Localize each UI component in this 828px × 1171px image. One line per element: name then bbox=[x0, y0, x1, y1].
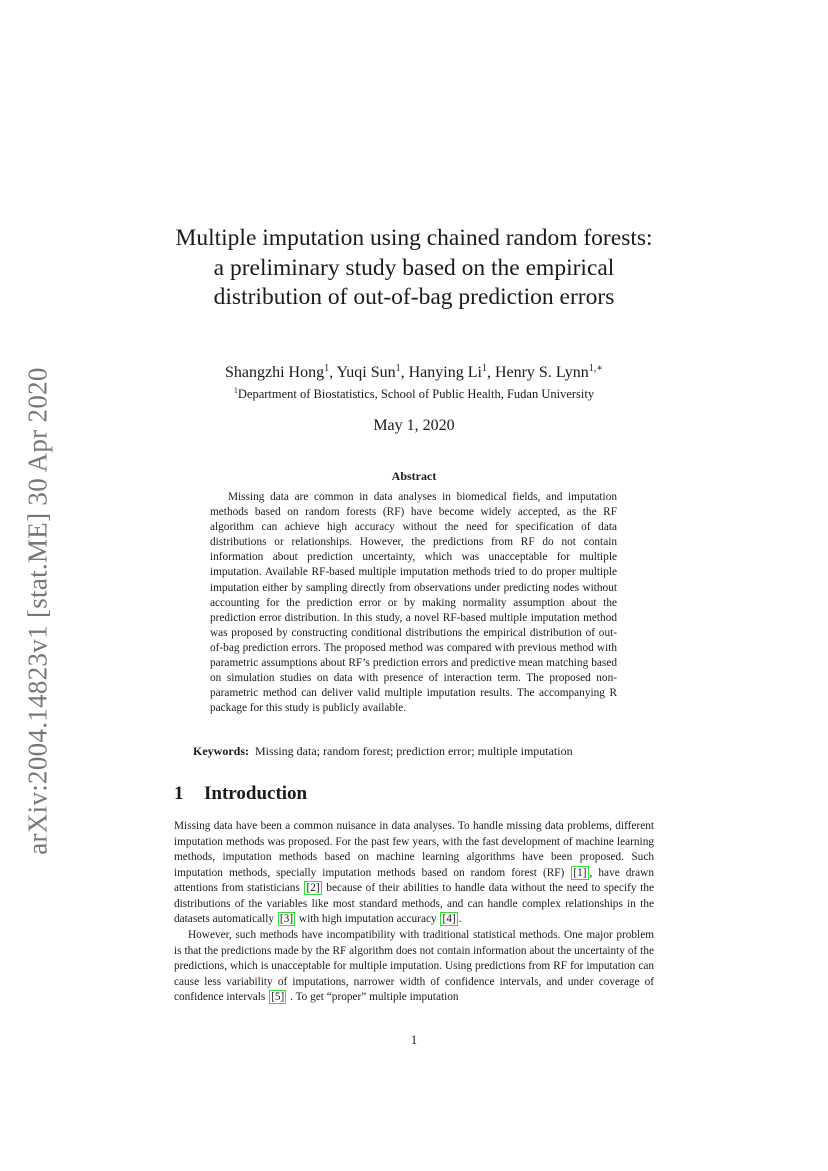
section-heading-introduction bbox=[174, 781, 654, 807]
paragraph-text: . To get “proper” multiple imputation bbox=[287, 991, 459, 1003]
affiliation-mark: 1 bbox=[233, 386, 238, 395]
paragraph-text: , have drawn attentions from statisticians bbox=[174, 866, 654, 894]
citation-link[interactable]: [2] bbox=[306, 882, 320, 894]
author-list: Shangzhi Hong$^1$, Yuqi Sun$^1$, Hanying Li$^1$, Henry S. Lynn$^{1,∗}$ bbox=[224, 363, 604, 381]
paragraph-text: However, such methods have incompatibility with traditional statistical methods. One major problem is that the predictions made by the RF algorithm does not contain information about the uncertainty of the predictions, which is unacceptable for multiple imputation. Using predictions from RF for imputation can cause less variability of imputations, narrower width of confidence intervals, and under coverage of confidence intervals bbox=[174, 929, 654, 1003]
keywords-line bbox=[193, 743, 633, 759]
citation-link[interactable]: [4] bbox=[442, 913, 456, 925]
citation-link[interactable]: [3] bbox=[279, 913, 294, 925]
section-number: 1 bbox=[174, 783, 184, 804]
author-name: Hanying Li bbox=[408, 364, 482, 381]
author-name: Shangzhi Hong bbox=[224, 364, 325, 381]
paragraph-text: . bbox=[458, 913, 462, 925]
paragraph-text: because of their abilities to handle data without the need to specify the distributions of the variables like most standard methods, and can handle complex relationships in the datasets automatically bbox=[174, 882, 654, 925]
author-affiliation-mark: 1,∗ bbox=[588, 363, 604, 374]
author-name: Yuqi Sun bbox=[336, 364, 396, 381]
intro-paragraph-1 bbox=[174, 819, 654, 928]
page-number: 1 bbox=[410, 1033, 418, 1047]
affiliation-text: Department of Biostatistics, School of Public Health, Fudan University bbox=[237, 387, 595, 401]
paragraph-text: Missing data have been a common nuisance in data analyses. To handle missing data problems, different imputation methods was proposed. For the past few years, with the fast development of machine learning methods, imputation methods based on machine learning algorithms have been proposed. Such imputation methods, specially imputation methods based on random forest (RF) bbox=[174, 820, 654, 879]
arxiv-sidebar bbox=[14, 356, 62, 866]
author-affiliation-mark: 1 bbox=[324, 363, 330, 374]
abstract-text: Missing data are common in data analyses in biomedical fields, and imputation methods based on random forests (RF) have become widely accepted, as the RF algorithm can achieve high accuracy without the need for specification of data distributions or relationships. However, the predictions from RF do not contain information about prediction uncertainty, which was unacceptable for multiple imputation. Available RF-based multiple imputation methods tried to do proper multiple imputation either by sampling directly from observations under predicting nodes without accounting for the prediction error or by making normality assumption about the prediction error distribution. In this study, a novel RF-based multiple imputation method was proposed by constructing conditional distributions the empirical distribution of out-of-bag prediction errors. The proposed method was compared with previous method with parametric assumptions about RF’s prediction errors and predictive mean matching based on simulation studies on data with presence of interaction term. The proposed non-parametric method can deliver valid multiple imputation results. The accompanying R package for this study is publicly available. bbox=[210, 491, 617, 715]
citation-link[interactable]: [5] bbox=[271, 991, 285, 1003]
paragraph-text: with high imputation accuracy bbox=[296, 913, 440, 925]
section-title: Introduction bbox=[204, 783, 308, 804]
citation-link[interactable]: [1] bbox=[573, 866, 587, 879]
author-affiliation-mark: 1 bbox=[395, 363, 401, 374]
paper-title: Multiple imputation using chained random forests: a preliminary study based on the empirical distribution of out-of-bag prediction errors bbox=[175, 225, 653, 310]
publication-date: May 1, 2020 bbox=[373, 417, 455, 434]
keywords-label: Keywords: bbox=[193, 744, 249, 758]
author-name: Henry S. Lynn bbox=[494, 364, 589, 381]
author-affiliation-mark: 1 bbox=[481, 363, 487, 374]
abstract-heading: Abstract bbox=[391, 469, 437, 483]
intro-paragraph-2 bbox=[174, 928, 654, 1006]
arxiv-identifier: arXiv:2004.14823v1 [stat.ME] 30 Apr 2020 bbox=[22, 367, 53, 855]
keywords-text: Missing data; random forest; prediction error; multiple imputation bbox=[255, 744, 573, 758]
affiliation bbox=[174, 386, 654, 402]
